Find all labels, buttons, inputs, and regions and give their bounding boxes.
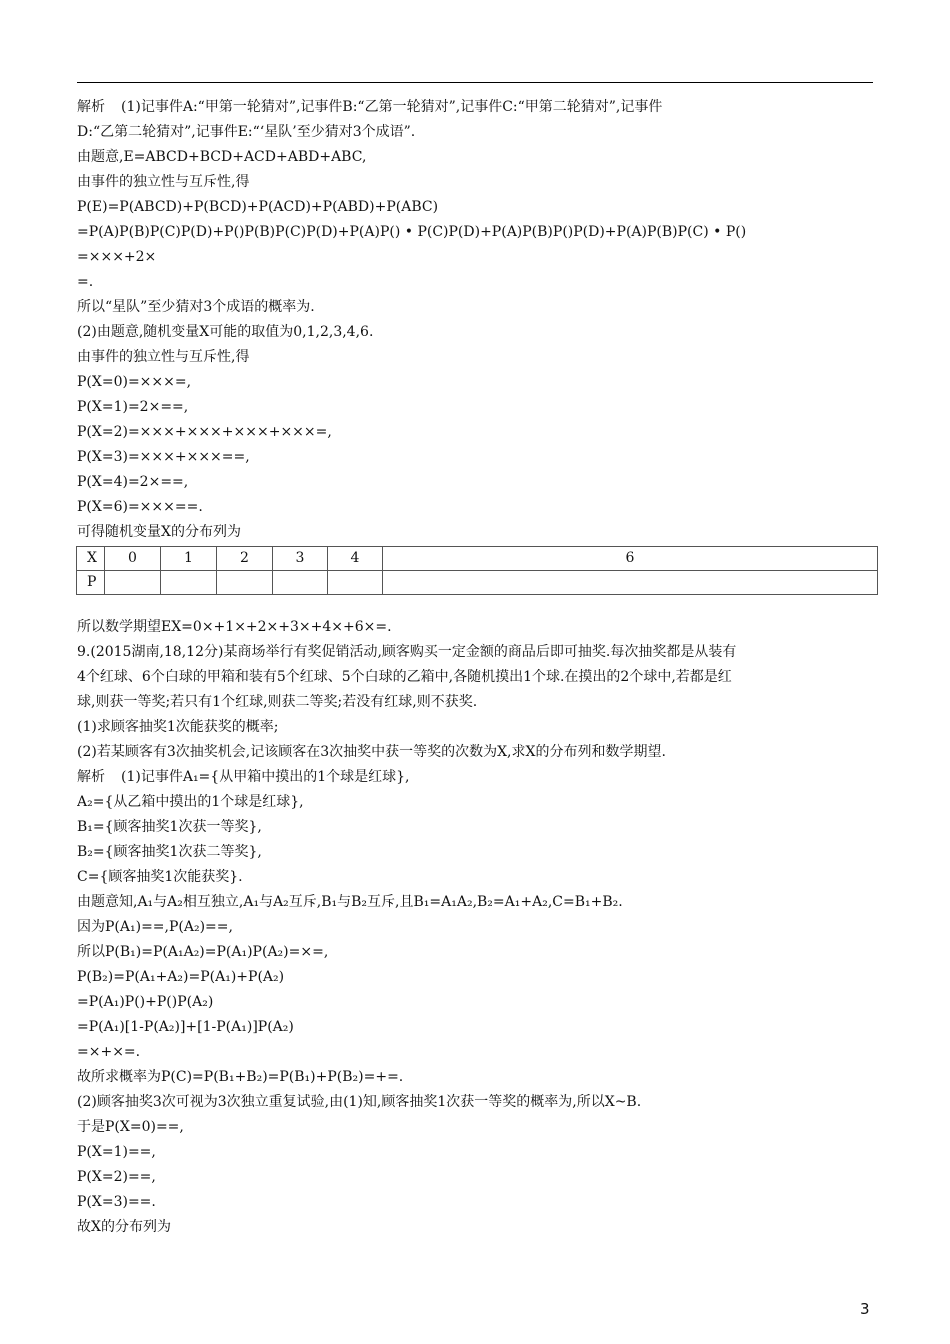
text-line: 由题意,E=ABCD+BCD+ACD+ABD+ABC, [77, 149, 367, 165]
table-cell: 6 [383, 547, 878, 571]
table-cell [161, 571, 217, 595]
table-cell [328, 571, 383, 595]
text-line: 因为P(A₁)==,P(A₂)==, [77, 919, 233, 935]
document-body [77, 95, 877, 1240]
text-line: 可得随机变量X的分布列为 [77, 524, 241, 540]
table-cell: 0 [105, 547, 161, 571]
problem-line: 9.(2015湖南,18,12分)某商场举行有奖促销活动,顾客购买一定金额的商品后即可抽奖.每次抽奖都是从装有 [77, 644, 737, 660]
text-line: 于是P(X=0)==, [77, 1119, 184, 1135]
text-line: P(X=3)=×××+×××==, [77, 449, 250, 465]
text-line: B₂={顾客抽奖1次获二等奖}, [77, 844, 262, 860]
text-line: 所以数学期望EX=0×+1×+2×+3×+4×+6×=. [77, 619, 392, 635]
problem-line: (2)若某顾客有3次抽奖机会,记该顾客在3次抽奖中获一等奖的次数为X,求X的分布列和数学期望. [77, 744, 666, 760]
text-line: 故所求概率为P(C)=P(B₁+B₂)=P(B₁)+P(B₂)=+=. [77, 1069, 404, 1085]
problem-line: 球,则获一等奖;若只有1个红球,则获二等奖;若没有红球,则不获奖. [77, 694, 478, 710]
table-cell [383, 571, 878, 595]
page-number: 3 [860, 1300, 870, 1318]
text-line: 由事件的独立性与互斥性,得 [77, 349, 250, 365]
table-cell: 1 [161, 547, 217, 571]
problem-line: (1)求顾客抽奖1次能获奖的概率; [77, 719, 279, 735]
distribution-table [76, 546, 878, 595]
header-rule [77, 82, 873, 83]
text-line: =×+×=. [77, 1044, 141, 1060]
text-line: 所以“星队”至少猜对3个成语的概率为. [77, 299, 315, 315]
problem-line: 4个红球、6个白球的甲箱和装有5个红球、5个白球的乙箱中,各随机摸出1个球.在摸出的2个球中,若都是红 [77, 669, 732, 685]
table-cell [273, 571, 328, 595]
text-line: 由题意知,A₁与A₂相互独立,A₁与A₂互斥,B₁与B₂互斥,且B₁=A₁A₂,B₂=A₁+A₂,C=B₁+B₂. [77, 894, 623, 910]
text-line: 所以P(B₁)=P(A₁A₂)=P(A₁)P(A₂)=×=, [77, 944, 329, 960]
text-line: D:“乙第二轮猜对”,记事件E:“‘星队’至少猜对3个成语”. [77, 124, 416, 140]
text-line: 故X的分布列为 [77, 1219, 171, 1235]
text-line: B₁={顾客抽奖1次获一等奖}, [77, 819, 262, 835]
table-row [77, 547, 878, 571]
text-line: P(B₂)=P(A₁+A₂)=P(A₁)+P(A₂) [77, 969, 285, 985]
text-line: C={顾客抽奖1次能获奖}. [77, 869, 243, 885]
text-line: P(X=6)=×××==. [77, 499, 203, 515]
text-line: =P(A)P(B)P(C)P(D)+P()P(B)P(C)P(D)+P(A)P() • P(C)P(D)+P(A)P(B)P()P(D)+P(A)P(B)P(C) • P() [77, 224, 747, 240]
table-cell: X [77, 547, 105, 571]
text-line: P(X=0)=×××=, [77, 374, 192, 390]
text-line: =×××+2× [77, 249, 157, 265]
table-cell: P [77, 571, 105, 595]
text-line: =P(A₁)P()+P()P(A₂) [77, 994, 214, 1010]
solution-heading-line: 解析 (1)记事件A:“甲第一轮猜对”,记事件B:“乙第一轮猜对”,记事件C:“甲第二轮猜对”,记事件 [77, 99, 663, 115]
text-line: (2)由题意,随机变量X可能的取值为0,1,2,3,4,6. [77, 324, 374, 340]
table-cell: 2 [217, 547, 273, 571]
text-line: P(X=1)==, [77, 1144, 156, 1160]
solution-heading-line: 解析 (1)记事件A₁={从甲箱中摸出的1个球是红球}, [77, 769, 410, 785]
text-line: =P(A₁)[1-P(A₂)]+[1-P(A₁)]P(A₂) [77, 1019, 294, 1035]
text-line: P(X=4)=2×==, [77, 474, 189, 490]
text-line: P(X=2)=×××+×××+×××+×××=, [77, 424, 332, 440]
text-line: P(X=3)==. [77, 1194, 156, 1210]
solution-label: 解析 [77, 769, 105, 785]
table-cell: 3 [273, 547, 328, 571]
text-line: A₂={从乙箱中摸出的1个球是红球}, [77, 794, 304, 810]
text-line: P(X=2)==, [77, 1169, 156, 1185]
text-line: 由事件的独立性与互斥性,得 [77, 174, 250, 190]
text-line: (2)顾客抽奖3次可视为3次独立重复试验,由(1)知,顾客抽奖1次获一等奖的概率为,所以X~B. [77, 1094, 642, 1110]
table-cell [105, 571, 161, 595]
text-line: =. [77, 274, 94, 290]
text-line: P(X=1)=2×==, [77, 399, 189, 415]
table-cell [217, 571, 273, 595]
table-row [77, 571, 878, 595]
text-line: P(E)=P(ABCD)+P(BCD)+P(ACD)+P(ABD)+P(ABC) [77, 199, 439, 215]
solution-label: 解析 [77, 99, 105, 115]
table-cell: 4 [328, 547, 383, 571]
